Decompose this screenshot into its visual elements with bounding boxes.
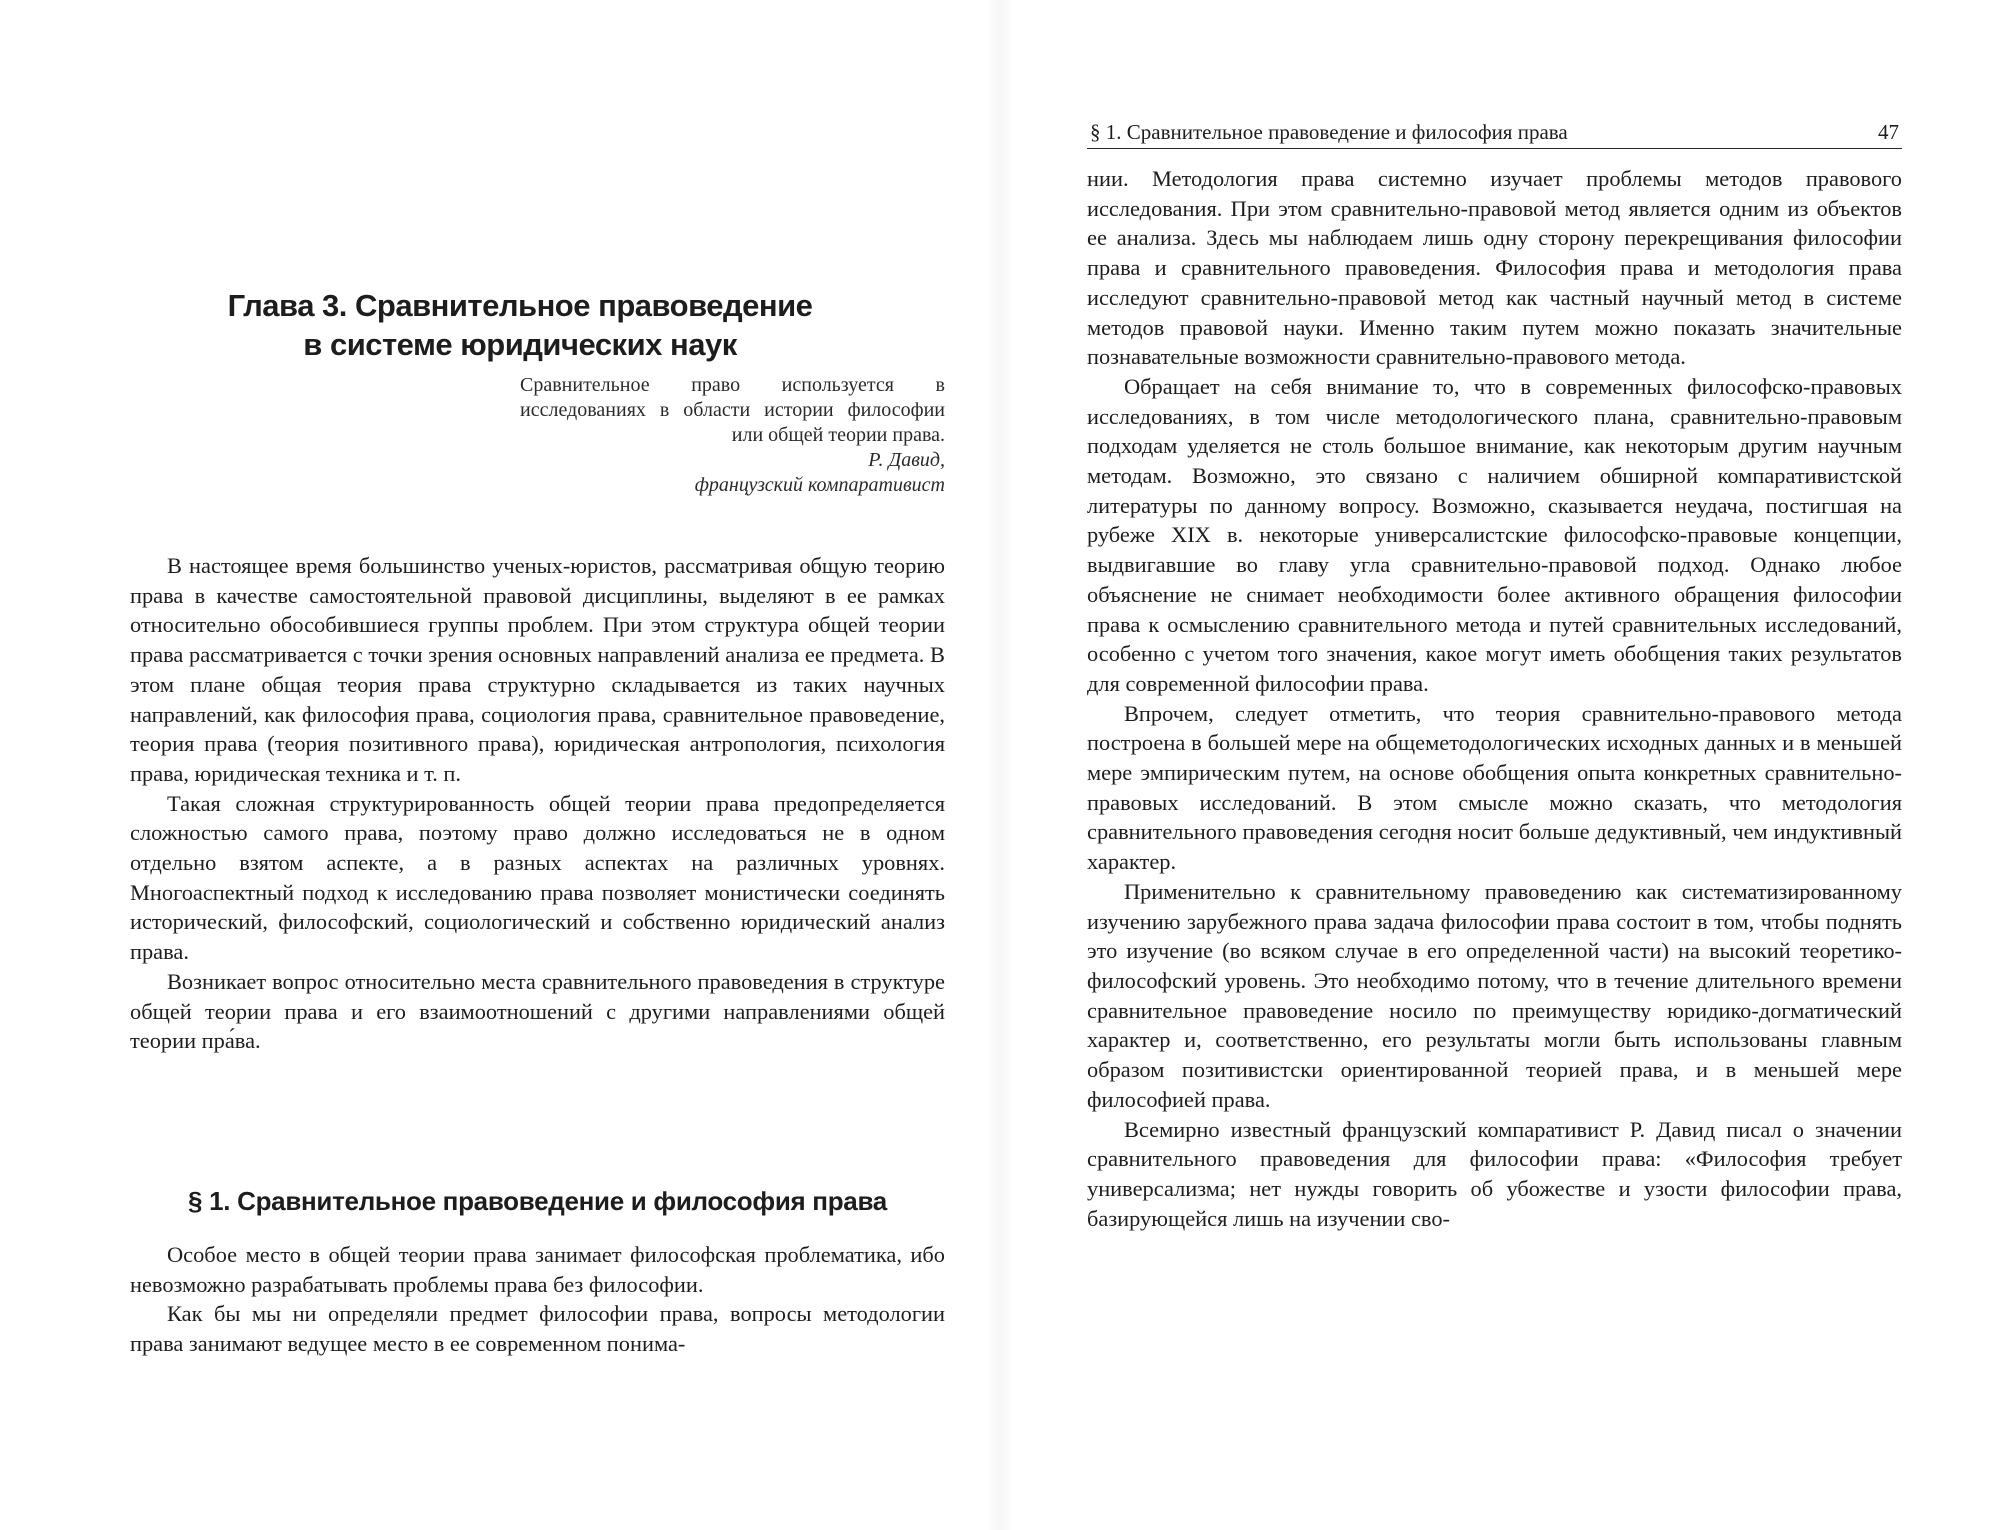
paragraph: Возникает вопрос относительно места сравнительного правоведения в структуре общей теории права и его взаимоотношений с другими направлениями общей теории пра́ва. (130, 968, 945, 1054)
paragraph: Такая сложная структурированность общей теории права предопределяется сложностью самого права, поэтому право должно исследоваться не в одном отдельно взятом аспекте, а в разных аспектах на различных уровнях. Многоаспектный подход к исследованию права позволяет монистически соединять исторический, философский, социологический и собственно юридический анализ права. (130, 790, 945, 965)
chapter-title-line-2: в системе юридических наук (303, 327, 737, 362)
paragraph: В настоящее время большинство ученых-юристов, рассматривая общую теорию права в качестве самостоятельной правовой дисциплины, выделяют в ее рамках относительно обособившиеся группы проблем. При этом структура общей теории права рассматривается с точки зрения основных направлений анализа ее предмета. В этом плане общая теория права структурно складывается из таких научных направлений, как философия права, социология права, сравнительное правоведение, теория права (теория позитивного права), юридическая антропология, психология права, юридическая техника и т. п. (130, 553, 945, 786)
paragraph: Как бы мы ни определяли предмет философии права, вопросы методологии права занимают ведущее место в ее современном понима- (130, 1301, 945, 1357)
chapter-title-line-1: Глава 3. Сравнительное правоведение (227, 288, 813, 323)
paragraph: Особое место в общей теории права занимает философская проблематика, ибо невозможно разрабатывать проблемы права без философии. (130, 1242, 945, 1297)
chapter-title (160, 286, 880, 364)
epigraph (520, 373, 945, 498)
paragraph: Применительно к сравнительному правоведению как систематизированному изучению зарубежного права задача философии права состоит в том, чтобы поднять это изучение (во всяком случае в его определенной части) на высокий теоретико-философский уровень. Это необходимо потому, что в течение длительного времени сравнительное правоведение носило по преимуществу юридико-догматический характер и, соответственно, его результаты могли быть использованы главным образом позитивистски ориентированной теорией права, и в меньшей мере философией права. (1087, 878, 1902, 1112)
section-text (130, 1240, 945, 1359)
page-number: 47 (1878, 120, 1899, 144)
right-page-text (1087, 164, 1902, 1233)
paragraph-continuation: нии. Методология права системно изучает проблемы методов правового исследования. При этом сравнительно-правовой метод является одним из объектов ее анализа. Здесь мы наблюдаем лишь одну сторону перекрещивания философии права и сравнительного правоведения. Философия права и методология права исследуют сравнительно-правовой метод как частный научный метод в системе методов правовой науки. Именно таким путем можно показать значительные познавательные возможности сравнительно-правового метода. (1087, 166, 1902, 370)
paragraph: Всемирно известный французский компаративист Р. Давид писал о значении сравнительного правоведения для философии права: «Философия требует универсализма; нет нужды говорить об убожестве и узости философии права, базирующейся лишь на изучении сво- (1087, 1116, 1902, 1231)
epigraph-author-role: французский компаративист (694, 474, 945, 496)
chapter-intro-text (130, 551, 945, 1056)
epigraph-author: Р. Давид, (868, 449, 945, 471)
running-head-title: § 1. Сравнительное правоведение и философия права (1090, 120, 1568, 144)
paragraph: Обращает на себя внимание то, что в современных философско-правовых исследованиях, в том числе методологического плана, сравнительно-правовым подходам уделяется не столь большое внимание, как некоторым другим научным методам. Возможно, это связано с наличием обширной компаративистской литературы по данному вопросу. Возможно, сказывается неудача, постигшая на рубеже XIX в. некоторые универсалистские философско-правовые концепции, выдвигавшие во главу угла сравнительно-правовой подход. Однако любое объяснение не снимает необходимости более активного обращения философии права к осмыслению сравнительного метода и путей сравнительных исследований, особенно с учетом того значения, какое могут иметь обобщения таких результатов для современной философии права. (1087, 373, 1902, 696)
section-title: § 1. Сравнительное правоведение и философия права (188, 1186, 887, 1216)
right-page (1000, 0, 2000, 1530)
paragraph: Впрочем, следует отметить, что теория сравнительно-правового метода построена в большей мере на общеметодологических исходных данных и в меньшей мере эмпирическим путем, на основе обобщения опыта конкретных сравнительно-правовых исследований. В этом смысле можно сказать, что методология сравнительного правоведения сегодня носит больше дедуктивный, чем индуктивный характер. (1087, 700, 1902, 875)
epigraph-quote: Сравнительное право используется в исследованиях в области истории философии или общей теории права. (520, 374, 945, 446)
running-head (1087, 118, 1902, 149)
